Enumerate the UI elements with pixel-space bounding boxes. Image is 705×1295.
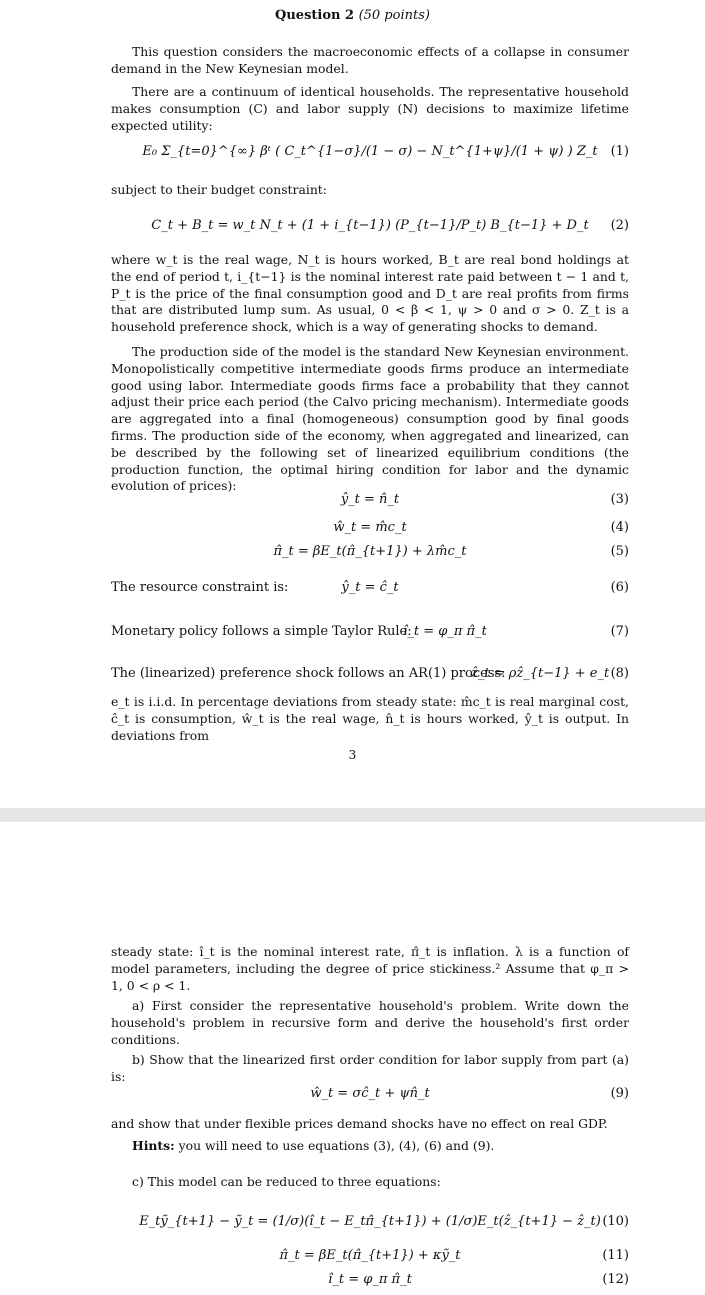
equation-11	[111, 1246, 629, 1268]
equation-4-number: (4)	[610, 520, 629, 535]
equation-12-math: î_t = φ_π π̂_t	[328, 1272, 412, 1287]
part-c: c) This model can be reduced to three equations:	[132, 1174, 441, 1189]
equation-5-number: (5)	[610, 544, 629, 559]
equation-11-number: (11)	[602, 1248, 629, 1263]
equation-9-number: (9)	[610, 1086, 629, 1101]
equation-8-label: The (linearized) preference shock follows an AR(1) process:	[111, 666, 506, 681]
equation-5-math: π̂_t = βE_t(π̂_{t+1}) + λm̂c_t	[273, 544, 467, 559]
equation-1-math: E₀ Σ_{t=0}^{∞} βᵗ ( C_t^{1−σ}/(1 − σ) − N_t^{1+ψ}/(1 + ψ) ) Z_t	[142, 144, 598, 159]
equation-8-number: (8)	[610, 666, 629, 681]
equation-8-math: ẑ_t = ρẑ_{t−1} + e_t	[471, 666, 610, 681]
intro-paragraph: This question considers the macroeconomic effects of a collapse in consumer demand in the New Keynesian model.	[111, 44, 629, 76]
equation-11-math: π̂_t = βE_t(π̂_{t+1}) + κỹ_t	[279, 1248, 461, 1263]
equation-6-number: (6)	[610, 580, 629, 595]
equation-3-number: (3)	[610, 492, 629, 507]
page-number: 3	[348, 748, 357, 762]
budget-paragraph: subject to their budget constraint:	[111, 182, 327, 197]
equation-2	[111, 216, 629, 238]
equation-2-math: C_t + B_t = w_t N_t + (1 + i_{t−1}) (P_{t−1}/P_t) B_{t−1} + D_t	[151, 218, 589, 233]
page-4	[0, 822, 705, 1295]
question-title	[0, 8, 705, 23]
equation-1-number: (1)	[610, 144, 629, 159]
equation-7	[111, 622, 629, 644]
equation-7-number: (7)	[610, 624, 629, 639]
equation-12	[111, 1270, 629, 1292]
equation-10-math: E_tỹ_{t+1} − ỹ_t = (1/σ)(î_t − E_tπ̂_{t+1}) + (1/σ)E_t(ẑ_{t+1} − ẑ_t)	[139, 1214, 601, 1229]
equation-4	[111, 518, 629, 540]
where-paragraph: where w_t is the real wage, N_t is hours worked, B_t are real bond holdings at the end of period t, i_{t−1} is the nominal interest rate paid between t − 1 and t, P_t is the price of the final consumption good and D_t are real profits from firms that are distributed lump sum. As usual, 0 < β < 1, ψ > 0 and σ > 0. Z_t is a household preference shock, which is a way of generating shocks to demand.	[111, 252, 629, 335]
hints	[111, 1138, 629, 1155]
equation-7-math: î_t = φ_π π̂_t	[403, 624, 487, 639]
equation-6-label: The resource constraint is:	[111, 580, 289, 595]
equation-2-number: (2)	[610, 218, 629, 233]
equation-10-number: (10)	[602, 1214, 629, 1229]
iid-paragraph: e_t is i.i.d. In percentage deviations from steady state: m̂c_t is real marginal cost, ĉ_t is consumption, ŵ_t is the real wage, n̂_t is hours worked, ŷ_t is output. In deviations from	[111, 694, 629, 743]
hints-label: Hints:	[132, 1138, 175, 1153]
part-b: b) Show that the linearized first order condition for labor supply from part (a) is:	[111, 1052, 629, 1084]
equation-3	[111, 490, 629, 512]
steady-state-paragraph: steady state: î_t is the nominal interest rate, π̂_t is inflation. λ is a function of model parameters, including the degree of price stickiness.² Assume that φ_π > 1, 0 < ρ < 1.	[111, 944, 629, 993]
page-separator	[0, 808, 705, 822]
hints-text: you will need to use equations (3), (4), (6) and (9).	[178, 1138, 495, 1153]
equation-10	[111, 1212, 629, 1234]
equation-12-number: (12)	[602, 1272, 629, 1287]
equation-4-math: ŵ_t = m̂c_t	[333, 520, 407, 535]
equation-3-math: ŷ_t = n̂_t	[340, 492, 400, 507]
equation-8	[111, 664, 629, 686]
equation-6	[111, 578, 629, 600]
part-a: a) First consider the representative household's problem. Write down the household's problem in recursive form and derive the household's first order conditions.	[111, 998, 629, 1047]
flexible-prices-paragraph: and show that under flexible prices demand shocks have no effect on real GDP.	[111, 1116, 608, 1131]
equation-6-math: ŷ_t = ĉ_t	[341, 580, 399, 595]
households-paragraph: There are a continuum of identical households. The representative household makes consumption (C) and labor supply (N) decisions to maximize lifetime expected utility:	[111, 84, 629, 133]
equation-5	[111, 542, 629, 564]
question-points: (50 points)	[358, 8, 430, 23]
equation-7-label: Monetary policy follows a simple Taylor Rule:	[111, 624, 412, 639]
equation-9-math: ŵ_t = σĉ_t + ψn̂_t	[310, 1086, 430, 1101]
equation-9	[111, 1084, 629, 1106]
equation-1	[111, 142, 629, 164]
production-paragraph: The production side of the model is the standard New Keynesian environment. Monopolistically competitive intermediate goods firms produce an intermediate good using labor. Intermediate goods firms face a probability that they cannot adjust their price each period (the Calvo pricing mechanism). Intermediate goods are aggregated into a final (homogeneous) consumption good by final goods firms. The production side of the economy, when aggregated and linearized, can be described by the following set of linearized equilibrium conditions (the production function, the optimal hiring condition for labor and the dynamic evolution of prices):	[111, 344, 629, 494]
question-heading: Question 2	[275, 8, 355, 23]
